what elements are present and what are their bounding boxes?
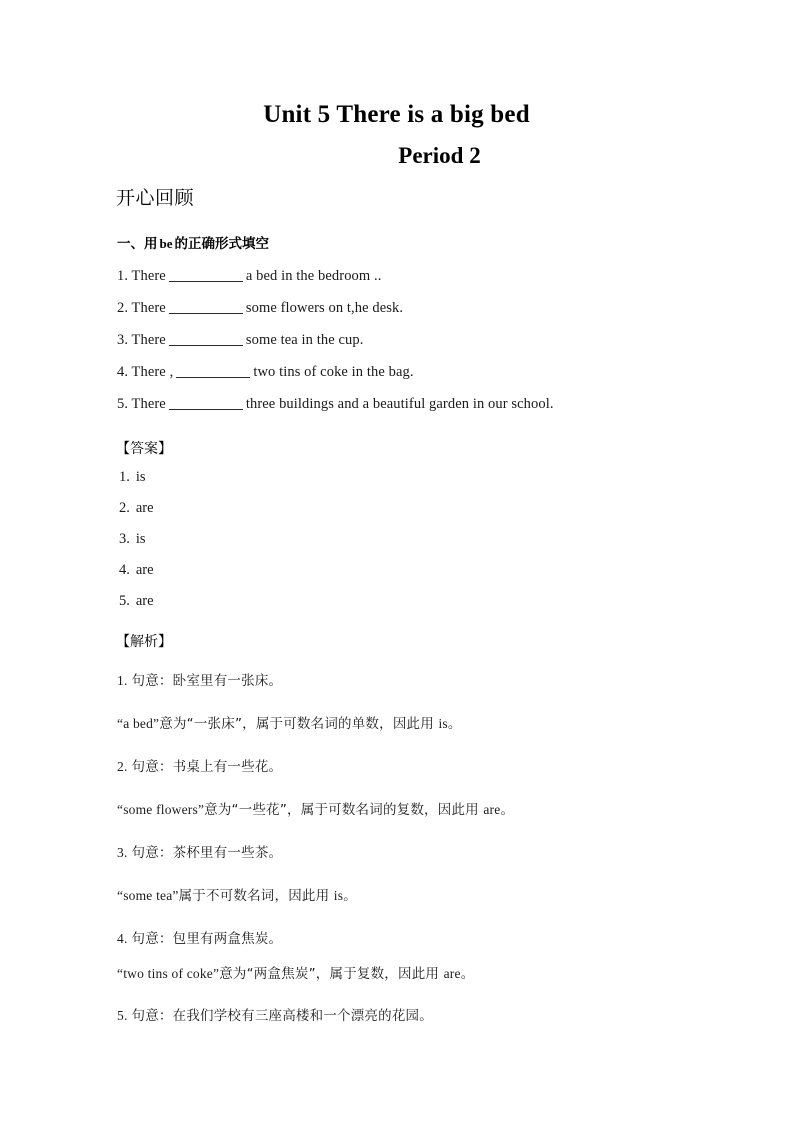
question-1-tail: a bed in the bedroom .. [245,268,382,284]
analysis-item-1-meaning [117,669,282,689]
question-1-blank[interactable] [169,281,243,282]
question-5-blank[interactable] [169,409,243,410]
question-4-stray-mark: , [169,364,174,380]
analysis-4-quote: “two tins of coke” [117,966,220,981]
question-item-1 [117,268,381,285]
answer-item-4 [119,562,154,579]
question-item-3 [117,332,363,349]
analysis-item-2-detail [117,798,514,818]
exercise-heading-suffix: 的正确形式填空 [174,236,269,252]
analysis-item-5-meaning [117,1004,433,1024]
exercise-heading-keyword: be [159,236,173,251]
exercise-heading [117,232,269,252]
question-2-blank[interactable] [169,313,243,314]
answer-4-number: 4. [119,562,130,578]
analysis-3-verb: is [333,888,344,903]
answer-3-value: is [135,531,146,547]
analysis-item-3-meaning [117,841,282,861]
analysis-item-4-meaning [117,927,282,947]
question-4-stem: 4. There [117,364,166,380]
question-item-5 [117,396,554,413]
question-2-tail: some flowers on t,he desk. [245,300,404,316]
question-2-stem: 2. There [117,300,166,316]
analysis-4-number: 4. [117,931,128,946]
section-heading: 开心回顾 [116,187,195,209]
question-item-2 [117,300,403,317]
analysis-item-2-meaning [117,755,282,775]
page-title: Unit 5 There is a big bed [263,101,530,128]
answer-item-3 [119,531,146,548]
analysis-2-meaning-text: 句意：书桌上有一些花。 [131,759,283,775]
question-3-tail: some tea in the cup. [245,332,364,348]
page-subtitle: Period 2 [398,143,481,168]
analysis-5-meaning-text: 句意：在我们学校有三座高楼和一个漂亮的花园。 [131,1008,433,1024]
analysis-2-end: 。 [500,802,515,818]
analysis-1-end: 。 [447,716,462,732]
answers-header: 【答案】 [116,441,172,457]
analysis-4-rest: 意为“两盒焦炭”，属于复数，因此用 [219,966,440,982]
analysis-3-rest: 属于不可数名词，因此用 [178,888,330,904]
analysis-2-number: 2. [117,759,128,774]
analysis-1-verb: is [438,716,448,731]
analysis-1-meaning-text: 句意：卧室里有一张床。 [131,673,283,689]
analysis-1-number: 1. [117,673,128,688]
analysis-4-verb: are [443,966,461,981]
analysis-3-quote: “some tea” [117,888,179,903]
question-3-blank[interactable] [169,345,243,346]
question-3-stem: 3. There [117,332,166,348]
answer-3-number: 3. [119,531,130,547]
question-item-4 [117,364,414,381]
answer-1-value: is [135,469,146,485]
analysis-4-meaning-text: 句意：包里有两盒焦炭。 [131,931,283,947]
answer-1-number: 1. [119,469,130,485]
analysis-item-4-detail [117,962,474,982]
answer-item-2 [119,500,154,517]
analysis-item-3-detail [117,884,357,904]
question-5-stem: 5. There [117,396,166,412]
answer-5-value: are [135,593,154,609]
question-4-blank[interactable] [176,377,250,378]
analysis-3-number: 3. [117,845,128,860]
answer-item-1 [119,469,146,486]
analysis-2-quote: “some flowers” [117,802,205,817]
analysis-1-rest: 意为“一张床”，属于可数名词的单数，因此用 [159,716,434,732]
answer-4-value: are [135,562,154,578]
analysis-header: 【解析】 [116,634,172,650]
analysis-4-end: 。 [460,966,475,982]
question-4-tail: two tins of coke in the bag. [253,364,414,380]
analysis-1-quote: “a bed” [117,716,160,731]
answer-2-value: are [135,500,154,516]
analysis-2-verb: are [483,802,501,817]
analysis-5-number: 5. [117,1008,128,1023]
analysis-3-end: 。 [343,888,357,904]
question-1-stem: 1. There [117,268,166,284]
analysis-2-rest: 意为“一些花”，属于可数名词的复数，因此用 [204,802,479,818]
question-5-tail: three buildings and a beautiful garden in our school. [245,396,554,412]
answer-2-number: 2. [119,500,130,516]
analysis-item-1-detail [117,712,462,732]
analysis-3-meaning-text: 句意：茶杯里有一些茶。 [131,845,283,861]
answer-5-number: 5. [119,593,130,609]
exercise-heading-prefix: 一、用 [117,236,158,252]
answer-item-5 [119,593,154,610]
